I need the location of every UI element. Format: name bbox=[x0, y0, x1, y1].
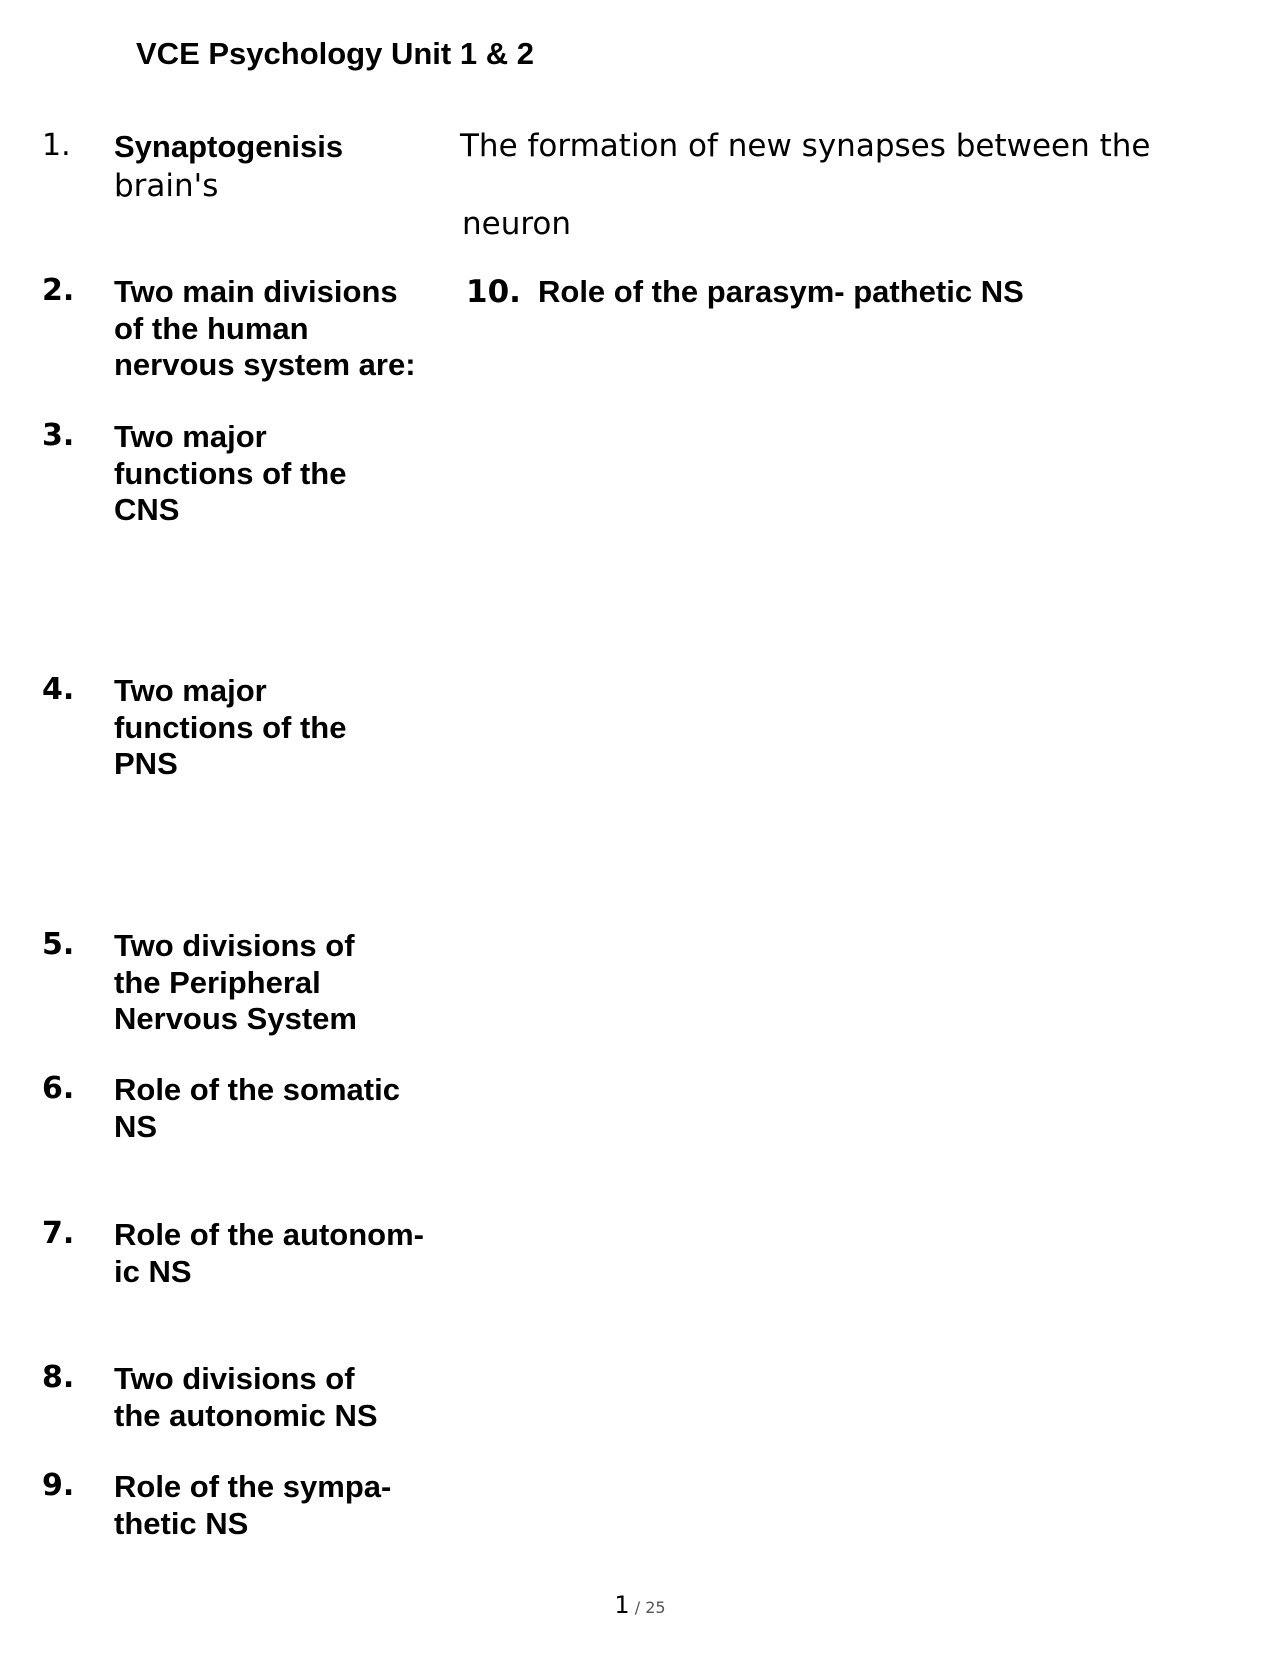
item-1-term: Synaptogenisis bbox=[114, 129, 344, 164]
item-4-term: Two major functions of the PNS bbox=[114, 673, 347, 781]
item-6-term: Role of the somatic NS bbox=[114, 1072, 400, 1144]
item-5-number: 5. bbox=[42, 927, 75, 962]
item-1-definition-continued: brain's bbox=[114, 168, 219, 204]
item-1-definition: The formation of new synapses between the bbox=[460, 128, 1151, 164]
item-8-number: 8. bbox=[42, 1360, 75, 1395]
item-10-number: 10. bbox=[466, 274, 521, 310]
document-title: VCE Psychology Unit 1 & 2 bbox=[136, 36, 534, 71]
item-4-number: 4. bbox=[42, 672, 75, 707]
item-7-number: 7. bbox=[42, 1216, 75, 1251]
item-9-term: Role of the sympa- thetic NS bbox=[114, 1469, 392, 1541]
page-indicator bbox=[0, 1591, 1280, 1619]
item-3-term: Two major functions of the CNS bbox=[114, 419, 347, 527]
item-5-term: Two divisions of the Peripheral Nervous System bbox=[114, 928, 357, 1036]
item-9-number: 9. bbox=[42, 1468, 75, 1503]
current-page: 1 bbox=[614, 1591, 630, 1619]
item-10-term: Role of the parasym- pathetic NS bbox=[538, 274, 1024, 309]
item-6-number: 6. bbox=[42, 1071, 75, 1106]
item-1-number: 1. bbox=[42, 128, 71, 163]
item-1-definition-line2: neuron bbox=[462, 206, 572, 242]
total-pages: / 25 bbox=[634, 1598, 666, 1617]
item-8-term: Two divisions of the autonomic NS bbox=[114, 1361, 378, 1433]
item-3-number: 3. bbox=[42, 418, 75, 453]
item-2-term: Two main divisions of the human nervous system are: bbox=[114, 274, 416, 382]
item-2-number: 2. bbox=[42, 273, 75, 308]
item-7-term: Role of the autonom- ic NS bbox=[114, 1217, 424, 1289]
